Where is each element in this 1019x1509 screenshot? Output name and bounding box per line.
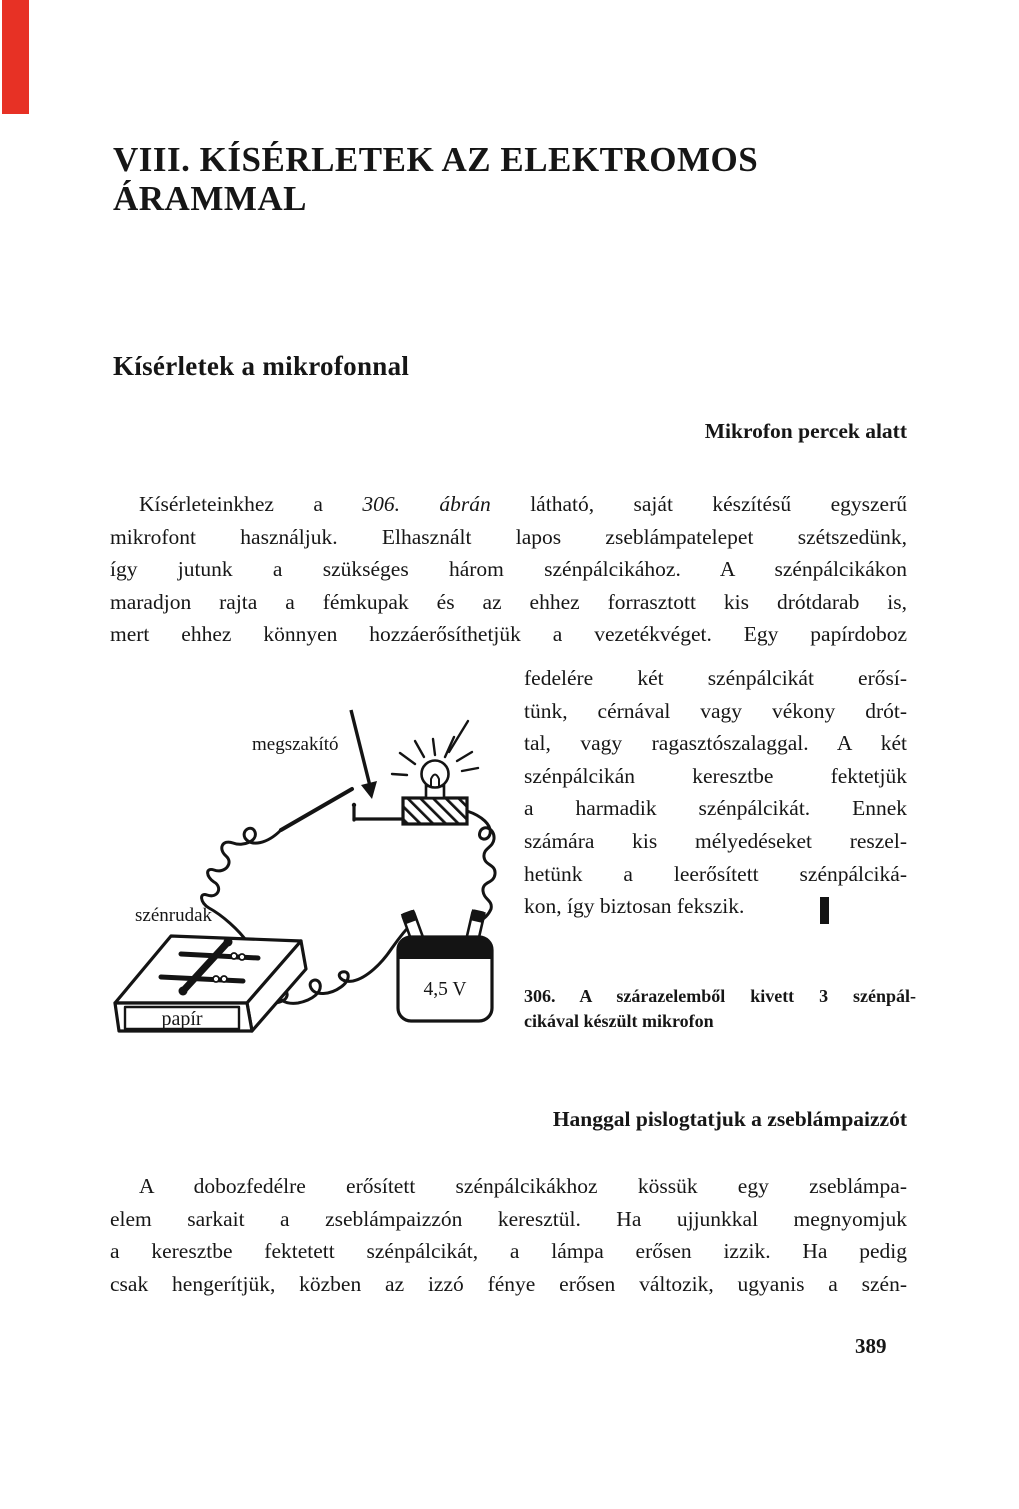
text-line: így jutunk a szükséges három szénpálcikához. A szénpálcikákon: [110, 557, 907, 582]
p1-line1-pre: Kísérleteinkhez a: [139, 492, 363, 516]
paragraph-2: [110, 1170, 907, 1300]
battery: [398, 909, 492, 1021]
text-line: cikával készült mikrofon: [524, 1010, 714, 1031]
paragraph-end-mark: [820, 897, 829, 924]
text-line: mert ehhez könnyen hozzáerősíthetjük a vezetékvéget. Egy papírdoboz: [110, 622, 907, 647]
paragraph-1: [110, 488, 907, 651]
chapter-title: [113, 140, 813, 218]
subheading-hanggal: Hanggal pislogtatjuk a zseblámpaizzót: [552, 1107, 907, 1131]
text-line: maradjon rajta a fémkupak és az ehhez forrasztott kis drótdarab is,: [110, 589, 907, 614]
text-line: a harmadik szénpálcikát. Ennek: [524, 796, 907, 821]
red-bookmark-marker: [2, 0, 29, 114]
text-line: szénpálcikán keresztbe fektetjük: [524, 763, 907, 788]
section-heading: Kísérletek a mikrofonnal: [113, 351, 410, 381]
p1-line1-post: látható, saját készítésű egyszerű: [490, 492, 908, 516]
text-line: csak hengerítjük, közben az izzó fénye erősen változik, ugyanis a szén-: [110, 1271, 907, 1296]
paragraph-1-line-1: [110, 488, 907, 521]
text-line: A dobozfedélre erősített szénpálcikákhoz kössük egy zseblámpa-: [139, 1174, 907, 1198]
right-column-text: [524, 662, 907, 923]
battery-voltage-label: 4,5 V: [423, 979, 467, 1000]
switch-lever: [281, 789, 403, 830]
paper-label: papír: [161, 1008, 203, 1030]
switch-label: megszakító: [252, 734, 339, 755]
text-line: hetünk a leerősített szénpálciká-: [524, 861, 907, 886]
text-line: a keresztbe fektetett szénpálcikát, a lámpa erősen izzik. Ha pedig: [110, 1239, 907, 1264]
carbon-rods-label: szénrudak: [135, 905, 213, 926]
light-bulb: [392, 721, 478, 824]
figure-306-illustration: [95, 653, 515, 1071]
switch-arrow: [351, 710, 377, 799]
text-line: fedelére két szénpálcikát erősí-: [524, 666, 907, 690]
text-line: tünk, cérnával vagy vékony drót-: [524, 698, 907, 723]
text-line: számára kis mélyedéseket reszel-: [524, 828, 907, 853]
page-number: 389: [855, 1334, 887, 1358]
text-line: tal, vagy ragasztószalaggal. A két: [524, 731, 907, 756]
chapter-title-line1: VIII. KÍSÉRLETEK AZ ELEKTROMOS: [113, 140, 759, 179]
text-line: kon, így biztosan fekszik.: [524, 894, 745, 919]
p1-line1-figure-ref: 306. ábrán: [362, 492, 491, 516]
text-line: elem sarkait a zseblámpaizzón keresztül. Ha ujjunkkal megnyomjuk: [110, 1206, 907, 1231]
paper-box: [115, 936, 306, 1031]
figure-caption: [524, 984, 916, 1033]
text-line: 306. A szárazelemből kivett 3 szénpál-: [524, 986, 916, 1006]
chapter-title-line2: ÁRAMMAL: [113, 179, 308, 218]
subheading-mikrofon: Mikrofon percek alatt: [704, 419, 907, 443]
paragraph-1-rest: [110, 521, 907, 651]
text-line: mikrofont használjuk. Elhasznált lapos zseblámpatelepet szétszedünk,: [110, 524, 907, 549]
